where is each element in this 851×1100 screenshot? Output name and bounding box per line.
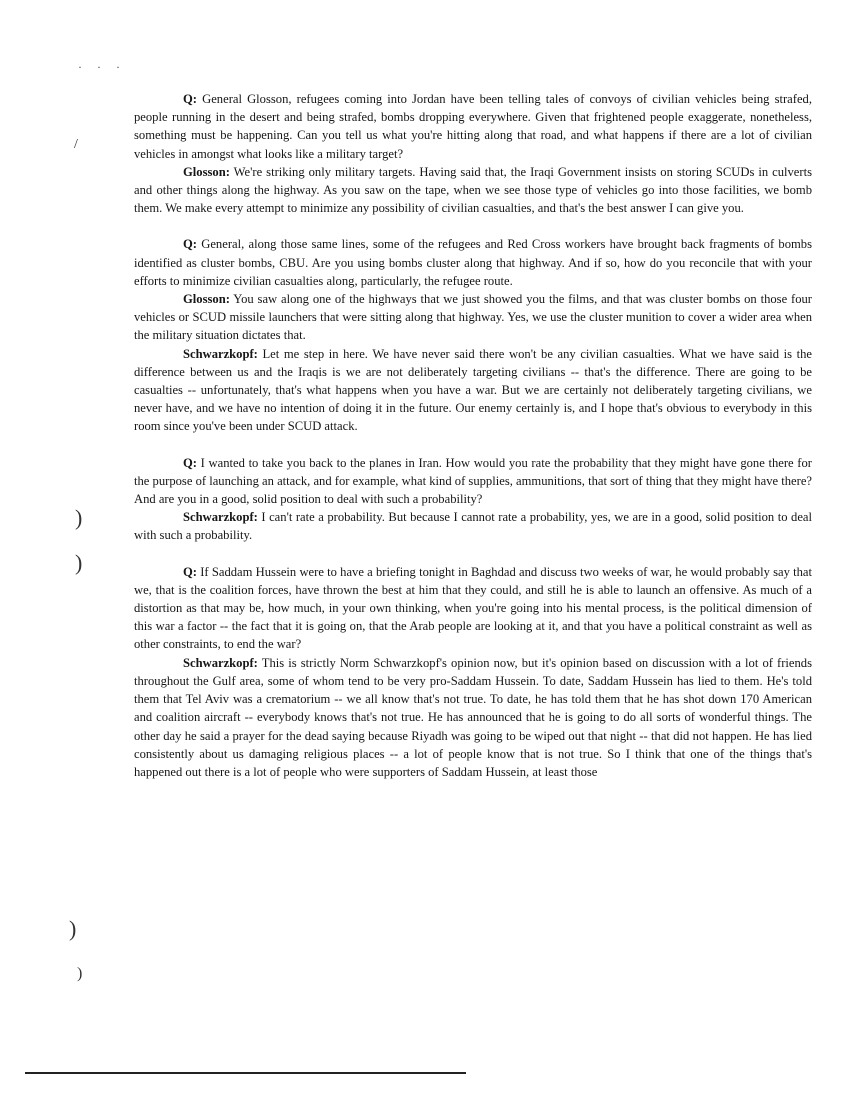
speaker-label: Q: xyxy=(183,455,197,470)
paragraph-gap xyxy=(134,545,812,563)
transcript-paragraph xyxy=(134,163,812,218)
speaker-label: Q: xyxy=(183,92,197,106)
transcript-paragraph xyxy=(134,654,812,781)
paragraph-text: We're striking only military targets. Having said that, the Iraqi Government insists on storing SCUDs in culverts and other things along the highway. As you saw on the tape, when we see those type of vehicles go into those facilities, we bomb them. We make every attempt to minimize any possibility of civilian casualties, and that's the best answer I can give you. xyxy=(134,164,812,216)
paragraph-text: Let me step in here. We have never said there won't be any civilian casualties. What we have said is the difference between us and the Iraqis is we are not deliberately targeting civilians -- that's the difference. There are going to be casualties -- unfortunately, that's what happens when you have a war. But we are certainly not deliberately targeting civilians, we never have, and we have no intention of doing it in the future. Our enemy certainly is, and I hope that's obvious to everybody in this room since you've been under SCUD attack. xyxy=(134,346,812,434)
paragraph-text: You saw along one of the highways that we just showed you the films, and that was cluster bombs on those four vehicles or SCUD missile launchers that were sitting along that highway. Yes, we use the cluster munition to cover a wider area when the military situation dictates that. xyxy=(134,292,812,343)
transcript-paragraph xyxy=(134,235,812,290)
speaker-label: Glosson: xyxy=(183,164,230,179)
paragraph-text: General Glosson, refugees coming into Jordan have been telling tales of convoys of civilian vehicles being strafed, people running in the desert and being strafed, bombs dropping everywhere. Given that frightened people exaggerate, nonetheless, something must be happening. Can you tell us what you're hitting along that road, and what happens if there are a lot of civilian vehicles in amongst what looks like a military target? xyxy=(134,92,812,161)
paragraph-text: I wanted to take you back to the planes in Iran. How would you rate the probability that they might have gone there for the purpose of launching an attack, and for example, what kind of supplies, ammunitions, that sort of thing that they might have there? And are you in a good, solid position to deal with such a probability? xyxy=(134,455,812,507)
paragraph-gap xyxy=(134,436,812,454)
speaker-label: Q: xyxy=(183,564,197,579)
speaker-label: Schwarzkopf: xyxy=(183,346,258,361)
transcript-paragraph xyxy=(134,508,812,544)
transcript-body xyxy=(134,90,812,781)
margin-paren-mark: ) xyxy=(75,550,83,575)
paragraph-text: I can't rate a probability. But because I cannot rate a probability, yes, we are in a good, solid position to deal with such a probability. xyxy=(134,510,812,543)
footer-rule xyxy=(25,1072,466,1074)
transcript-paragraph xyxy=(134,345,812,436)
margin-paren-mark: ) xyxy=(77,965,83,982)
paragraph-gap xyxy=(134,217,812,235)
margin-mark: / xyxy=(74,137,78,152)
transcript-paragraph xyxy=(134,290,812,345)
speaker-label: Q: xyxy=(183,237,197,252)
margin-paren-mark: ) xyxy=(69,916,77,941)
paragraph-text: General, along those same lines, some of the refugees and Red Cross workers have brought back fragments of bombs identified as cluster bombs, CBU. Are you using bombs cluster along that highway. And if so, how do you reconcile that with your efforts to minimize civilian casualties along, particularly, the refugee route. xyxy=(134,237,812,288)
transcript-paragraph xyxy=(134,454,812,509)
transcript-paragraph xyxy=(134,563,812,654)
scan-speck-marks: · · · xyxy=(78,60,126,74)
paragraph-text: This is strictly Norm Schwarzkopf's opinion now, but it's opinion based on discussion with a lot of friends throughout the Gulf area, some of whom tend to be very pro-Saddam Hussein. To date, Saddam Hussein has lied to them. He's told them that Tel Aviv was a crematorium -- we all know that's not true. To date, he has told them that he has shot down 170 American and coalition aircraft -- everybody knows that's not true. He has announced that he is going to do all sorts of wonderful things. The other day he said a prayer for the dead saying because Riyadh was going to be wiped out that night -- that did not happen. He has lied consistently about us damaging religious places -- a lot of people know that is not true. So I think that one of the things that's happened out there is a lot of people who were supporters of Saddam Hussein, at least those xyxy=(134,655,813,779)
paragraph-text: If Saddam Hussein were to have a briefing tonight in Baghdad and discuss two weeks of war, he would probably say that we, that is the coalition forces, have thrown the best at him that they could, and still he is able to launch an offensive. As much of a distortion as that may be, how much, in your own thinking, when you're going into his mental process, is the political dimension of this war a factor -- the fact that it is going on, that the Arab people are looking at it, and that you have a political constraint as well as other constraints, to end the war? xyxy=(134,564,812,652)
speaker-label: Schwarzkopf: xyxy=(183,510,258,525)
margin-paren-mark: ) xyxy=(75,505,83,530)
transcript-paragraph xyxy=(134,90,812,163)
speaker-label: Glosson: xyxy=(183,292,230,307)
speaker-label: Schwarzkopf: xyxy=(183,655,258,670)
